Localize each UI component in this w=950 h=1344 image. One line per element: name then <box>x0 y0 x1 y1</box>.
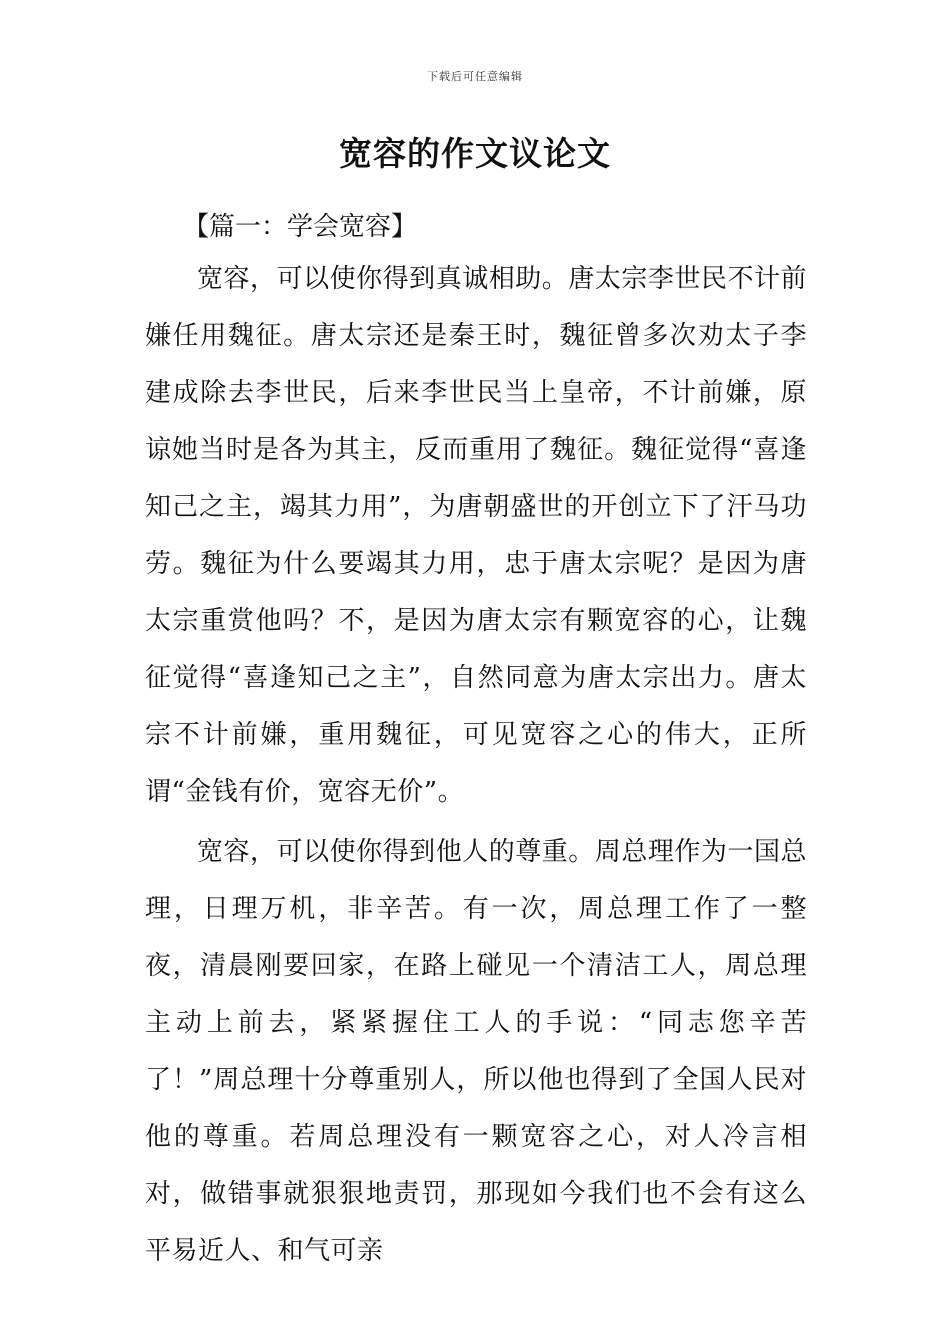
section-heading: 【篇一：学会宽容】 <box>183 212 418 242</box>
body-paragraph-2: 宽容，可以使你得到他人的尊重。周总理作为一国总理，日理万机，非辛苦。有一次，周总理工作了一整夜，清晨刚要回家，在路上碰见一个清洁工人，周总理主动上前去，紧紧握住工人的手说：“同志您辛苦了！”周总理十分尊重别人，所以他也得到了全国人民对他的尊重。若周总理没有一颗宽容之心，对人冷言相对，做错事就狠狠地责罚，那现如今我们也不会有这么平易近人、和气可亲 <box>145 837 807 1266</box>
document-title: 宽容的作文议论文 <box>339 134 611 173</box>
body-paragraph-1: 宽容，可以使你得到真诚相助。唐太宗李世民不计前嫌任用魏征。唐太宗还是秦王时，魏征曾多次劝太子李建成除去李世民，后来李世民当上皇帝，不计前嫌，原谅她当时是各为其主，反而重用了魏征。魏征觉得“喜逢知己之主，竭其力用”，为唐朝盛世的开创立下了汗马功劳。魏征为什么要竭其力用，忠于唐太宗呢？是因为唐太宗重赏他吗？不，是因为唐太宗有颗宽容的心，让魏征觉得“喜逢知己之主”，自然同意为唐太宗出力。唐太宗不计前嫌，重用魏征，可见宽容之心的伟大，正所谓“金钱有价，宽容无价”。 <box>145 264 807 807</box>
header-note: 下载后可任意编辑 <box>427 70 523 83</box>
